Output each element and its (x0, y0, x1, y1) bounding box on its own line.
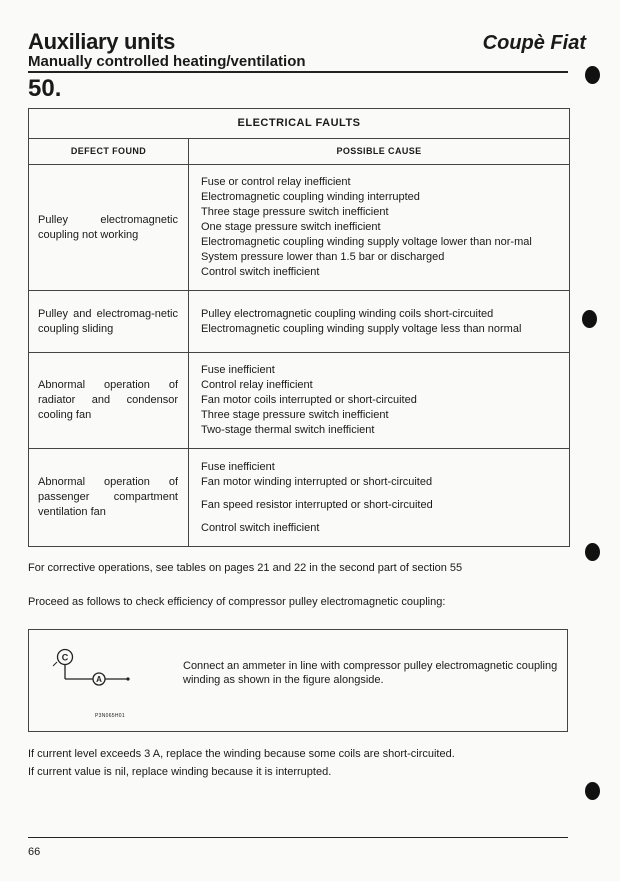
table-row (29, 353, 570, 449)
binder-hole-1 (585, 66, 600, 84)
cause-cell (189, 353, 570, 449)
cause-spacer (201, 513, 557, 521)
page-title: Auxiliary units (28, 29, 176, 54)
cause-cell (189, 291, 570, 353)
cause-cell (189, 449, 570, 547)
wire-terminal (126, 677, 129, 680)
cause-item: Control switch inefficient (201, 266, 320, 278)
cause-item: One stage pressure switch inefficient (201, 221, 381, 233)
cause-item: Fuse or control relay inefficient (201, 176, 351, 188)
ammeter-label: A (96, 675, 102, 684)
defect-cell: Abnormal operation of passenger compartment ventilation fan (29, 449, 189, 547)
table-row (29, 291, 570, 353)
section-number: 50. (28, 75, 62, 102)
cause-item: Electromagnetic coupling winding interrupted (201, 191, 420, 203)
brand-name: Coupè Fiat (482, 32, 586, 54)
cause-cell (189, 165, 570, 291)
table-row (29, 165, 570, 291)
figure-box (28, 629, 568, 732)
table-row (29, 449, 570, 547)
coupling-label: C (61, 652, 69, 663)
cause-item: Electromagnetic coupling winding supply voltage less than normal (201, 322, 522, 335)
footer-rule (28, 837, 568, 838)
defect-cell: Abnormal operation of radiator and condensor cooling fan (29, 353, 189, 449)
page-subtitle: Manually controlled heating/ventilation (28, 53, 306, 70)
procedure-intro: Proceed as follows to check efficiency of compressor pulley electromagnetic coupling: (28, 596, 446, 608)
binder-hole-3 (585, 543, 600, 561)
cause-spacer (201, 490, 557, 498)
note-overcurrent: If current level exceeds 3 A, replace the winding because some coils are short-circuited. (28, 748, 455, 760)
figure-instruction: Connect an ammeter in line with compressor pulley electromagnetic coupling winding as shown in the figure alongside. (183, 660, 558, 686)
cause-item: Control switch inefficient (201, 521, 320, 534)
binder-hole-2 (582, 310, 597, 328)
cause-item: Fuse inefficient (201, 364, 275, 376)
page-number: 66 (28, 846, 41, 858)
defect-cell: Pulley electromagnetic coupling not working (29, 165, 189, 291)
cause-item: Three stage pressure switch inefficient (201, 409, 389, 421)
cause-item: System pressure lower than 1.5 bar or discharged (201, 251, 445, 263)
coupling-lead (53, 662, 57, 666)
cause-item: Fuse inefficient (201, 460, 275, 473)
table-title: ELECTRICAL FAULTS (29, 109, 570, 139)
corrective-note: For corrective operations, see tables on pages 21 and 22 in the second part of section 55 (28, 562, 463, 574)
note-nil-current: If current value is nil, replace winding because it is interrupted. (28, 766, 332, 778)
cause-item: Pulley electromagnetic coupling winding coils short-circuited (201, 307, 494, 320)
cause-item: Fan motor coils interrupted or short-circuited (201, 394, 417, 406)
column-header-cause: POSSIBLE CAUSE (189, 139, 570, 165)
figure-code: P3N065H01 (95, 713, 125, 719)
header-rule (28, 71, 568, 73)
defect-cell: Pulley and electromag-netic coupling sliding (29, 291, 189, 353)
cause-item: Three stage pressure switch inefficient (201, 206, 389, 218)
electrical-faults-table (28, 108, 570, 547)
binder-hole-4 (585, 782, 600, 800)
cause-item: Control relay inefficient (201, 379, 313, 391)
column-header-defect: DEFECT FOUND (29, 139, 189, 165)
cause-item: Fan speed resistor interrupted or short-circuited (201, 498, 433, 511)
cause-item: Fan motor winding interrupted or short-circuited (201, 475, 433, 488)
cause-item: Electromagnetic coupling winding supply voltage lower than nor-mal (201, 236, 532, 248)
cause-item: Two-stage thermal switch inefficient (201, 424, 375, 436)
